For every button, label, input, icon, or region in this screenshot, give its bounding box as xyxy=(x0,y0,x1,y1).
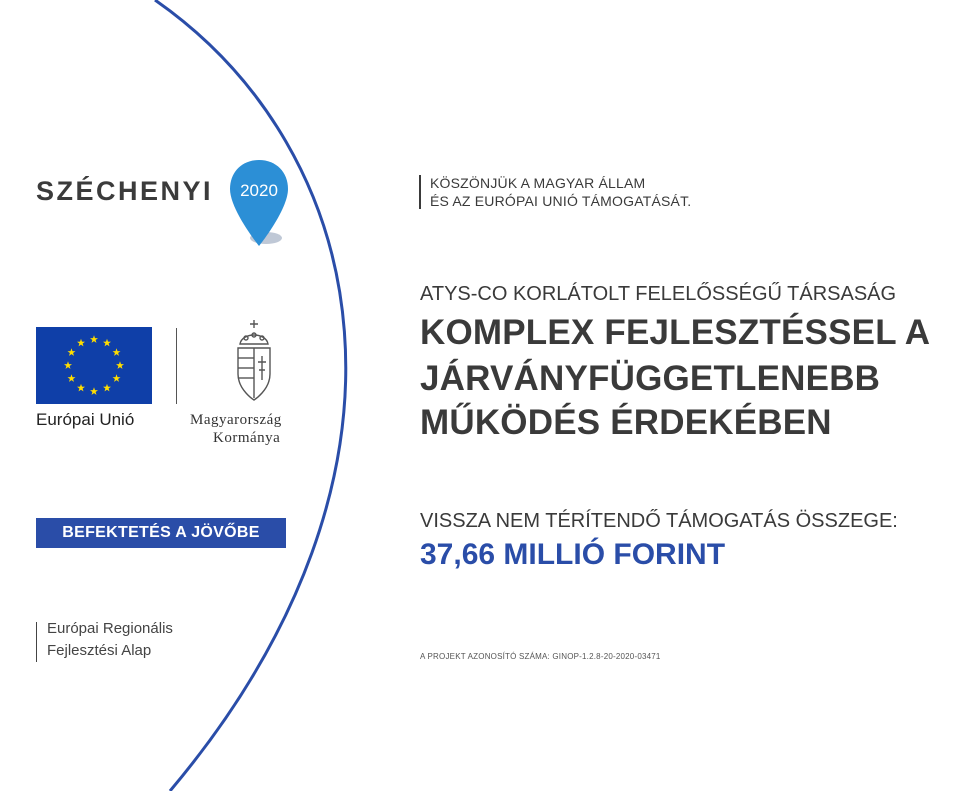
eu-label: Európai Unió xyxy=(36,410,135,429)
project-title-line-3: MŰKÖDÉS ÉRDEKÉBEN xyxy=(420,403,832,442)
thanks-line-2: ÉS AZ EURÓPAI UNIÓ TÁMOGATÁSÁT. xyxy=(430,193,692,209)
logo-divider xyxy=(176,328,177,404)
fund-divider xyxy=(36,622,37,662)
invest-in-future-banner: BEFEKTETÉS A JÖVŐBE xyxy=(36,518,286,548)
szechenyi-pin-icon xyxy=(228,158,290,250)
thanks-divider xyxy=(419,175,421,209)
government-line-1: Magyarország xyxy=(190,412,282,428)
company-name: ATYS-CO KORLÁTOLT FELELŐSSÉGŰ TÁRSASÁG xyxy=(420,283,897,305)
szechenyi-logo-text: SZÉCHENYI xyxy=(36,176,214,206)
fund-line-1: Európai Regionális xyxy=(47,620,173,637)
project-id: A PROJEKT AZONOSÍTÓ SZÁMA: GINOP-1.2.8-20-2020-03471 xyxy=(420,652,661,661)
fund-line-2: Fejlesztési Alap xyxy=(47,642,152,659)
government-line-2: Kormánya xyxy=(213,430,281,446)
grant-label: VISSZA NEM TÉRÍTENDŐ TÁMOGATÁS ÖSSZEGE: xyxy=(420,510,898,532)
eu-flag-icon xyxy=(36,327,152,404)
coat-of-arms-icon xyxy=(232,318,276,406)
project-title-line-2: JÁRVÁNYFÜGGETLENEBB xyxy=(420,359,881,398)
grant-amount: 37,66 MILLIÓ FORINT xyxy=(420,538,726,571)
szechenyi-year: 2020 xyxy=(240,181,278,200)
project-title-line-1: KOMPLEX FEJLESZTÉSSEL A xyxy=(420,313,931,352)
thanks-line-1: KÖSZÖNJÜK A MAGYAR ÁLLAM xyxy=(430,175,646,191)
